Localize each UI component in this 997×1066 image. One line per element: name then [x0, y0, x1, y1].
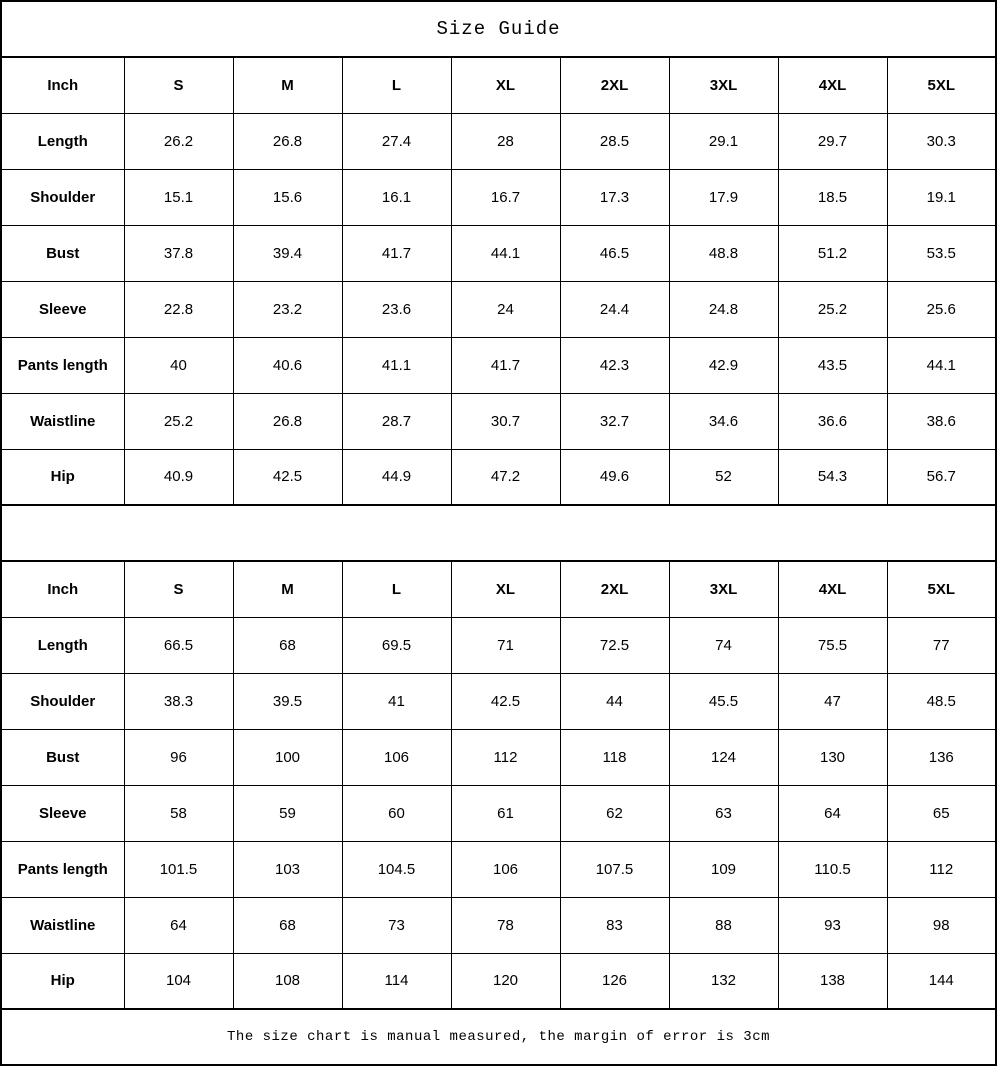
value-cell: 58 — [124, 785, 233, 841]
size-header-cell: M — [233, 561, 342, 617]
table-row — [1, 617, 996, 673]
value-cell: 29.7 — [778, 113, 887, 169]
value-cell: 64 — [124, 897, 233, 953]
value-cell: 110.5 — [778, 841, 887, 897]
value-cell: 53.5 — [887, 225, 996, 281]
value-cell: 30.7 — [451, 393, 560, 449]
size-header-cell: 4XL — [778, 561, 887, 617]
size-header-cell: 2XL — [560, 561, 669, 617]
value-cell: 22.8 — [124, 281, 233, 337]
value-cell: 43.5 — [778, 337, 887, 393]
row-label: Waistline — [1, 897, 124, 953]
value-cell: 23.2 — [233, 281, 342, 337]
value-cell: 47 — [778, 673, 887, 729]
row-label: Length — [1, 113, 124, 169]
value-cell: 107.5 — [560, 841, 669, 897]
value-cell: 101.5 — [124, 841, 233, 897]
value-cell: 120 — [451, 953, 560, 1009]
size-header-cell: 2XL — [560, 57, 669, 113]
value-cell: 56.7 — [887, 449, 996, 505]
value-cell: 72.5 — [560, 617, 669, 673]
size-header-cell: S — [124, 57, 233, 113]
value-cell: 68 — [233, 617, 342, 673]
value-cell: 45.5 — [669, 673, 778, 729]
table-row — [1, 169, 996, 225]
value-cell: 42.5 — [233, 449, 342, 505]
value-cell: 69.5 — [342, 617, 451, 673]
value-cell: 71 — [451, 617, 560, 673]
value-cell: 40 — [124, 337, 233, 393]
row-label: Shoulder — [1, 673, 124, 729]
value-cell: 30.3 — [887, 113, 996, 169]
size-header-cell: 5XL — [887, 561, 996, 617]
table-row — [1, 113, 996, 169]
value-cell: 114 — [342, 953, 451, 1009]
value-cell: 28 — [451, 113, 560, 169]
size-header-cell: XL — [451, 57, 560, 113]
value-cell: 27.4 — [342, 113, 451, 169]
value-cell: 109 — [669, 841, 778, 897]
table-row — [1, 337, 996, 393]
value-cell: 144 — [887, 953, 996, 1009]
row-label: Bust — [1, 225, 124, 281]
value-cell: 63 — [669, 785, 778, 841]
value-cell: 132 — [669, 953, 778, 1009]
value-cell: 106 — [342, 729, 451, 785]
value-cell: 112 — [887, 841, 996, 897]
value-cell: 28.5 — [560, 113, 669, 169]
value-cell: 138 — [778, 953, 887, 1009]
value-cell: 36.6 — [778, 393, 887, 449]
value-cell: 26.2 — [124, 113, 233, 169]
value-cell: 26.8 — [233, 393, 342, 449]
row-label: Sleeve — [1, 785, 124, 841]
unit-header-cell: Inch — [1, 57, 124, 113]
value-cell: 73 — [342, 897, 451, 953]
value-cell: 16.1 — [342, 169, 451, 225]
value-cell: 25.2 — [778, 281, 887, 337]
value-cell: 19.1 — [887, 169, 996, 225]
value-cell: 40.6 — [233, 337, 342, 393]
value-cell: 32.7 — [560, 393, 669, 449]
row-label: Shoulder — [1, 169, 124, 225]
value-cell: 51.2 — [778, 225, 887, 281]
table-row — [1, 785, 996, 841]
value-cell: 108 — [233, 953, 342, 1009]
value-cell: 104.5 — [342, 841, 451, 897]
value-cell: 136 — [887, 729, 996, 785]
value-cell: 77 — [887, 617, 996, 673]
value-cell: 25.6 — [887, 281, 996, 337]
footer-row — [1, 1009, 996, 1065]
value-cell: 48.8 — [669, 225, 778, 281]
value-cell: 130 — [778, 729, 887, 785]
value-cell: 54.3 — [778, 449, 887, 505]
size-header-cell: S — [124, 561, 233, 617]
value-cell: 39.5 — [233, 673, 342, 729]
value-cell: 25.2 — [124, 393, 233, 449]
page-title: Size Guide — [1, 1, 996, 57]
value-cell: 15.1 — [124, 169, 233, 225]
size-header-cell: 3XL — [669, 57, 778, 113]
value-cell: 16.7 — [451, 169, 560, 225]
row-label: Sleeve — [1, 281, 124, 337]
value-cell: 42.5 — [451, 673, 560, 729]
size-header-cell: L — [342, 561, 451, 617]
value-cell: 18.5 — [778, 169, 887, 225]
table-row — [1, 393, 996, 449]
table-row — [1, 897, 996, 953]
size-header-cell: 4XL — [778, 57, 887, 113]
value-cell: 38.6 — [887, 393, 996, 449]
value-cell: 44.1 — [887, 337, 996, 393]
size-header-cell: 5XL — [887, 57, 996, 113]
value-cell: 83 — [560, 897, 669, 953]
value-cell: 74 — [669, 617, 778, 673]
value-cell: 38.3 — [124, 673, 233, 729]
value-cell: 39.4 — [233, 225, 342, 281]
value-cell: 112 — [451, 729, 560, 785]
unit-header-cell: Inch — [1, 561, 124, 617]
value-cell: 26.8 — [233, 113, 342, 169]
row-label: Bust — [1, 729, 124, 785]
value-cell: 118 — [560, 729, 669, 785]
table-row — [1, 841, 996, 897]
footer-note: The size chart is manual measured, the margin of error is 3cm — [1, 1009, 996, 1065]
value-cell: 68 — [233, 897, 342, 953]
value-cell: 41 — [342, 673, 451, 729]
row-label: Hip — [1, 953, 124, 1009]
value-cell: 59 — [233, 785, 342, 841]
table-row — [1, 449, 996, 505]
value-cell: 17.3 — [560, 169, 669, 225]
value-cell: 34.6 — [669, 393, 778, 449]
size-header-cell: XL — [451, 561, 560, 617]
value-cell: 44.1 — [451, 225, 560, 281]
value-cell: 65 — [887, 785, 996, 841]
value-cell: 106 — [451, 841, 560, 897]
table-row — [1, 673, 996, 729]
value-cell: 24.8 — [669, 281, 778, 337]
table-row — [1, 729, 996, 785]
value-cell: 29.1 — [669, 113, 778, 169]
size-table-inch — [1, 57, 996, 505]
size-header-row — [1, 561, 996, 617]
row-label: Hip — [1, 449, 124, 505]
size-header-cell: M — [233, 57, 342, 113]
value-cell: 48.5 — [887, 673, 996, 729]
value-cell: 44.9 — [342, 449, 451, 505]
value-cell: 96 — [124, 729, 233, 785]
value-cell: 61 — [451, 785, 560, 841]
table-row — [1, 953, 996, 1009]
value-cell: 60 — [342, 785, 451, 841]
value-cell: 93 — [778, 897, 887, 953]
value-cell: 64 — [778, 785, 887, 841]
value-cell: 75.5 — [778, 617, 887, 673]
row-label: Length — [1, 617, 124, 673]
value-cell: 46.5 — [560, 225, 669, 281]
value-cell: 78 — [451, 897, 560, 953]
value-cell: 40.9 — [124, 449, 233, 505]
value-cell: 49.6 — [560, 449, 669, 505]
value-cell: 66.5 — [124, 617, 233, 673]
value-cell: 41.7 — [451, 337, 560, 393]
value-cell: 37.8 — [124, 225, 233, 281]
value-cell: 42.3 — [560, 337, 669, 393]
size-header-row — [1, 57, 996, 113]
value-cell: 103 — [233, 841, 342, 897]
title-row — [1, 1, 996, 57]
table-spacer-cell — [1, 505, 996, 561]
value-cell: 23.6 — [342, 281, 451, 337]
value-cell: 52 — [669, 449, 778, 505]
value-cell: 42.9 — [669, 337, 778, 393]
value-cell: 98 — [887, 897, 996, 953]
value-cell: 100 — [233, 729, 342, 785]
value-cell: 104 — [124, 953, 233, 1009]
value-cell: 15.6 — [233, 169, 342, 225]
value-cell: 41.1 — [342, 337, 451, 393]
table-spacer-row — [1, 505, 996, 561]
value-cell: 124 — [669, 729, 778, 785]
size-table-cm — [1, 561, 996, 1009]
size-header-cell: 3XL — [669, 561, 778, 617]
value-cell: 24 — [451, 281, 560, 337]
value-cell: 17.9 — [669, 169, 778, 225]
row-label: Pants length — [1, 841, 124, 897]
row-label: Pants length — [1, 337, 124, 393]
value-cell: 88 — [669, 897, 778, 953]
value-cell: 41.7 — [342, 225, 451, 281]
size-header-cell: L — [342, 57, 451, 113]
value-cell: 47.2 — [451, 449, 560, 505]
value-cell: 24.4 — [560, 281, 669, 337]
table-row — [1, 225, 996, 281]
table-row — [1, 281, 996, 337]
row-label: Waistline — [1, 393, 124, 449]
value-cell: 28.7 — [342, 393, 451, 449]
value-cell: 62 — [560, 785, 669, 841]
value-cell: 126 — [560, 953, 669, 1009]
value-cell: 44 — [560, 673, 669, 729]
